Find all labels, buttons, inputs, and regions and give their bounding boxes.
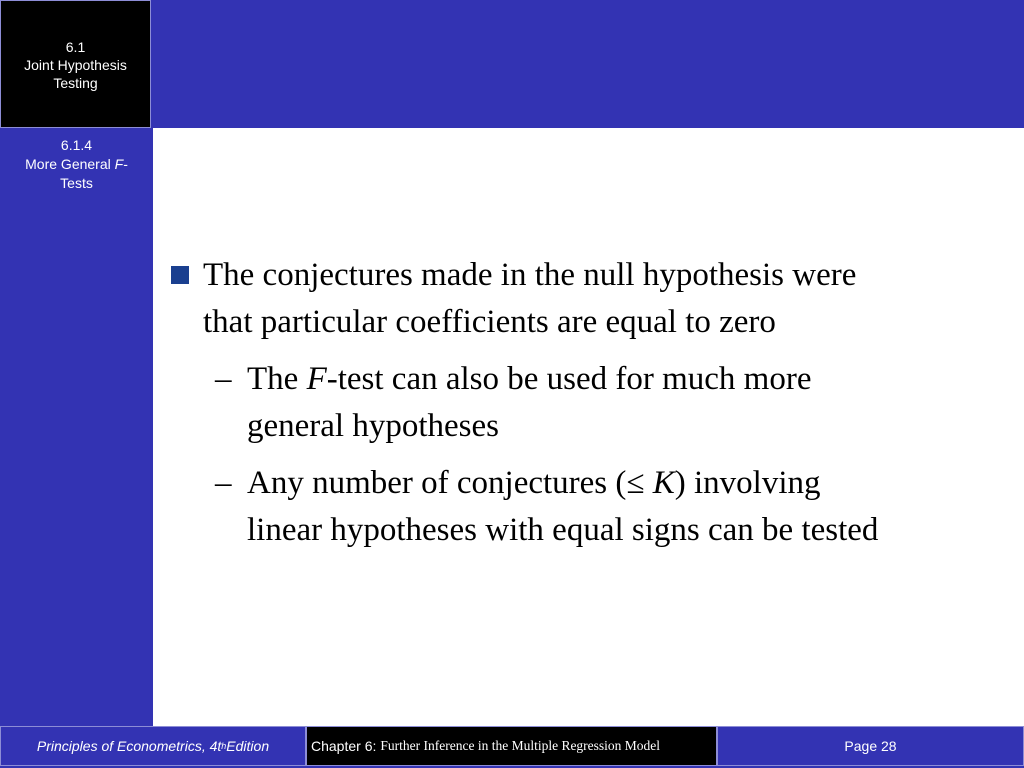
footer-page-number: Page 28 [717, 726, 1024, 766]
bullet-text-line1: The conjectures made in the null hypothesis were [203, 257, 857, 293]
section-heading [0, 0, 151, 128]
section-title-line2: Testing [53, 75, 98, 91]
footer-bar [0, 726, 1024, 768]
sub-bullet-item [168, 460, 1018, 554]
bullet-item [168, 252, 1018, 346]
bullet-text-line2: that particular coefficients are equal to zero [203, 304, 776, 340]
sidebar-band [0, 128, 153, 726]
footer-chapter [306, 726, 717, 766]
subsection-title-line1: More General F- [25, 156, 128, 172]
sub-bullet-text-line1: The F-test can also be used for much more [247, 361, 812, 397]
footer-book-title: Principles of Econometrics, 4t h Edition [0, 726, 306, 766]
square-bullet-icon [171, 266, 189, 284]
subsection-number: 6.1.4 [60, 137, 93, 153]
subsection-heading [0, 136, 153, 193]
section-number: 6.1 [65, 39, 86, 55]
section-title-line1: Joint Hypothesis [24, 57, 127, 73]
sub-bullet-text-line1: Any number of conjectures (≤ K) involving [247, 465, 821, 501]
dash-bullet-icon: – [215, 465, 232, 501]
subsection-title-line2: Tests [60, 175, 93, 191]
sub-bullet-text-line2: linear hypotheses with equal signs can be tested [247, 512, 879, 548]
slide-content [168, 252, 1018, 554]
sub-bullet-text-line2: general hypotheses [247, 408, 499, 444]
footer-chapter-title: Further Inference in the Multiple Regression Model [380, 738, 661, 753]
footer-chapter-label: Chapter 6: [311, 738, 377, 754]
sub-bullet-item [168, 356, 1018, 450]
header-band [0, 0, 1024, 128]
dash-bullet-icon: – [215, 361, 232, 397]
